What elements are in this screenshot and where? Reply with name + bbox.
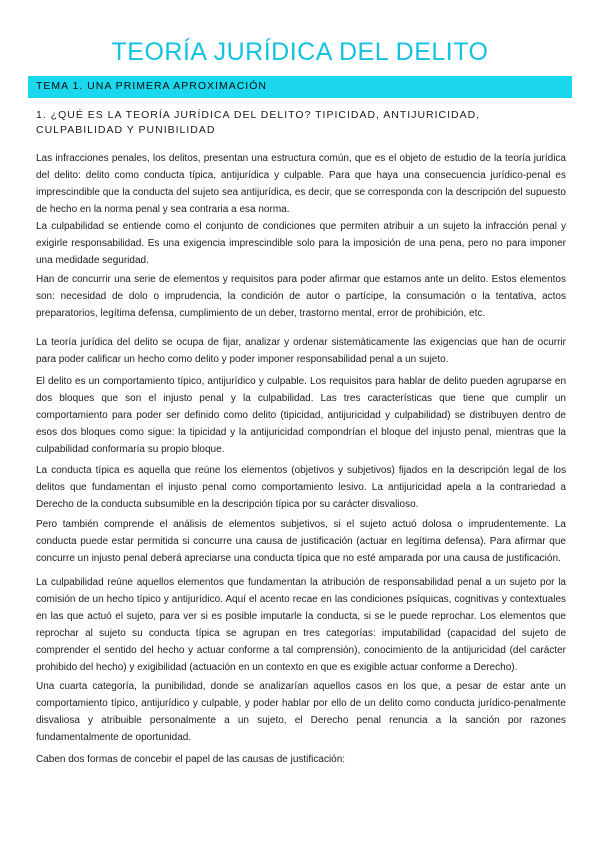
paragraph-4: La teoría jurídica del delito se ocupa de fijar, analizar y ordenar sistemáticamente las exigencias que han de ocurrir para poder calificar un hecho como delito y poder imponer responsabilidad penal a un sujeto.: [36, 337, 566, 365]
paragraph-8: La culpabilidad reúne aquellos elementos que fundamentan la atribución de responsabilidad penal a un sujeto por la comisión de un hecho típico y antijurídico. Aquí el acento recae en las condiciones psíquicas, cognitivas y contextuales en las que actuó el sujeto, para ver si es posible imputarle la conducta, si se le puede reprochar. Los elementos que reprochar al sujeto su conducta típica se agrupan en tres categorías: imputabilidad (capacidad del sujeto de comprender el sentido del hecho y actuar conforme a tal comprensión), conocimiento de la antijuricidad (del carácter prohibido del hecho) y exigibilidad (actuación en un contexto en que es exigible actuar conforme a Derecho).: [36, 577, 566, 673]
document-title: TEORÍA JURÍDICA DEL DELITO: [111, 38, 489, 66]
paragraph-1: Las infracciones penales, los delitos, presentan una estructura común, que es el objeto de estudio de la teoría jurídica del delito: delito como conducta típica, antijurídica y culpable. Para que haya una consecuencia jurídico-penal es imprescindible que la conducta del sujeto sea antijurídica, es decir, que se corresponda con la descripción del supuesto de hecho en la norma penal y sea contraria a esa norma.: [36, 153, 566, 215]
tema-label: TEMA 1. UNA PRIMERA APROXIMACIÓN: [36, 80, 267, 92]
paragraph-9: Una cuarta categoría, la punibilidad, donde se analizarían aquellos casos en los que, a pesar de estar ante un comportamiento típico, antijurídico y culpable, y poder hablar por ello de un delito como conducta jurídico-penalmente disvaliosa y atribuible personalmente a un sujeto, el Derecho penal renuncia a la sanción por razones fundamentalmente de oportunidad.: [36, 681, 566, 743]
paragraph-6: La conducta típica es aquella que reúne los elementos (objetivos y subjetivos) fijados en la descripción legal de los delitos que fundamentan el injusto penal como comportamiento lesivo. La antijuricidad apela a la contrariedad a Derecho de la conducta subsumible en la descripción típica por su carácter disvalioso.: [36, 465, 566, 510]
paragraph-7: Pero también comprende el análisis de elementos subjetivos, si el sujeto actuó dolosa o imprudentemente. La conducta puede estar permitida si concurre una causa de justificación (actuar en legítima defensa). Para afirmar que concurre un injusto penal deberá apreciarse una conducta típica que no esté amparada por una causa de justificación.: [36, 519, 566, 564]
paragraph-5: El delito es un comportamiento típico, antijurídico y culpable. Los requisitos para hablar de delito pueden agruparse en dos bloques que son el injusto penal y la culpabilidad. Las tres características que tiene que cumplir un comportamiento para poder ser definido como delito (tipicidad, antijuricidad y culpabilidad) se distribuyen dentro de esos dos bloques como sigue: la tipicidad y la antijuricidad compondrían el bloque del injusto penal, mientras que la culpabilidad conformaría su propio bloque.: [36, 376, 566, 455]
section-heading: 1. ¿QUÉ ES LA TEORÍA JURÍDICA DEL DELITO? TIPICIDAD, ANTIJURICIDAD, CULPABILIDAD Y PUNIBILIDAD: [36, 109, 481, 136]
paragraph-2: La culpabilidad se entiende como el conjunto de condiciones que permiten atribuir a un sujeto la infracción penal y exigirle responsabilidad. Es una exigencia imprescindible solo para la imposición de una pena, pero no para imponer una medidade seguridad.: [36, 221, 566, 266]
paragraph-10: Caben dos formas de concebir el papel de las causas de justificación:: [36, 754, 346, 765]
tema-banner: [28, 76, 572, 98]
paragraph-3: Han de concurrir una serie de elementos y requisitos para poder afirmar que estamos ante un delito. Estos elementos son: necesidad de dolo o imprudencia, la condición de autor o partícipe, la consumación o la tentativa, actos preparatorios, legítima defensa, cumplimiento de un deber, trastorno mental, error de prohibición, etc.: [36, 274, 566, 319]
